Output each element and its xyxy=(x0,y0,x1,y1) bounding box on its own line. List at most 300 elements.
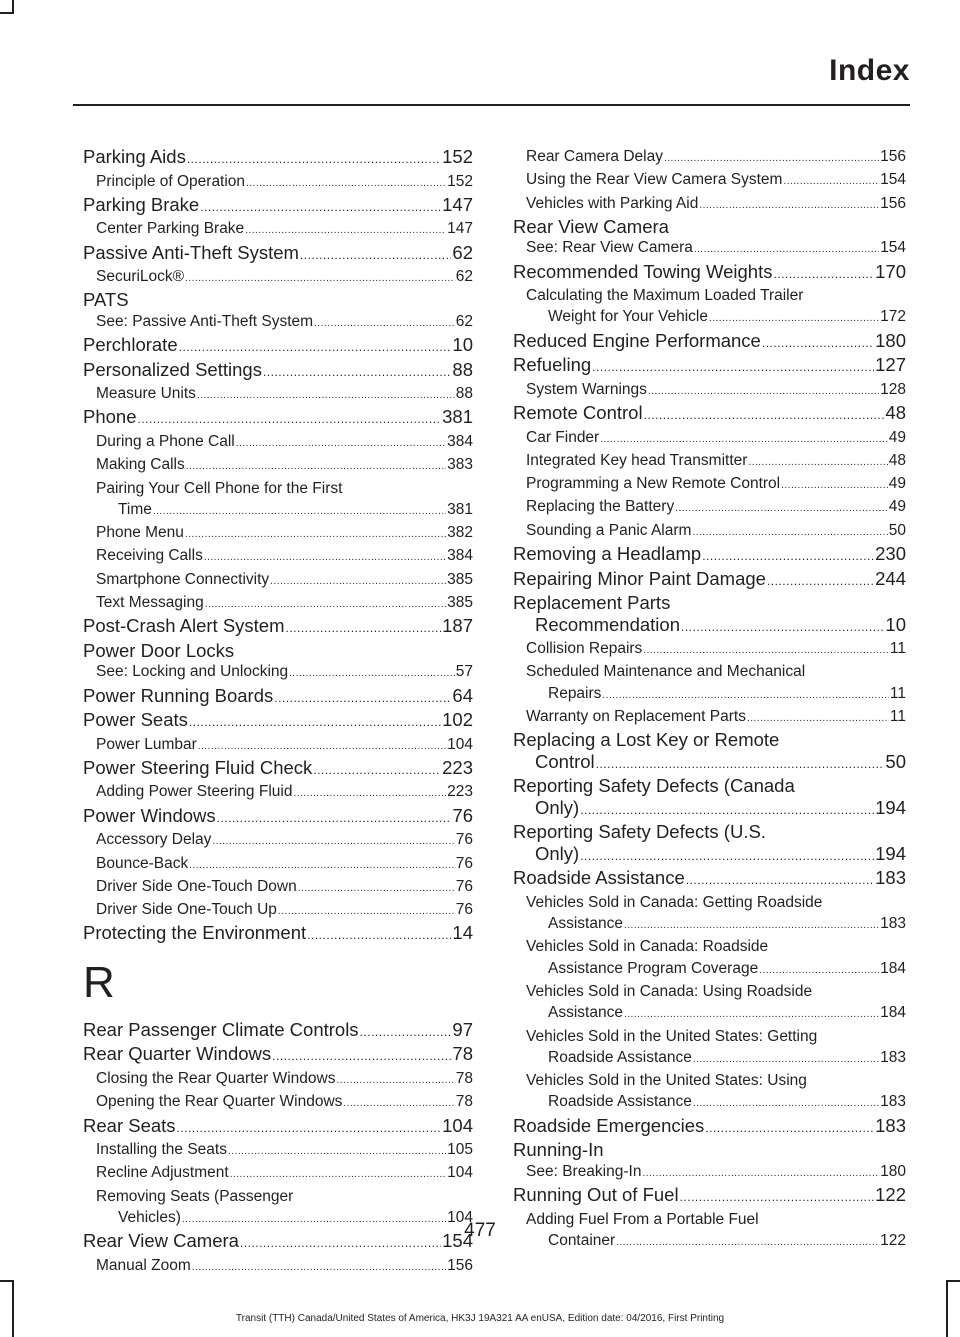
dot-leader xyxy=(212,829,454,852)
entry-text: Running Out of Fuel xyxy=(513,1184,679,1206)
page-reference: 183 xyxy=(880,1048,906,1066)
entry-text: Remote Control xyxy=(513,402,643,424)
dot-leader xyxy=(783,169,879,192)
entry-text: During a Phone Call xyxy=(96,432,235,450)
entry-text: Running-In xyxy=(513,1139,604,1161)
index-entry xyxy=(83,1019,473,1044)
dot-leader xyxy=(217,805,452,830)
entry-text: Replacing a Lost Key or Remote xyxy=(513,729,780,751)
index-subentry xyxy=(513,706,906,729)
dot-leader xyxy=(245,218,446,241)
index-subentry xyxy=(83,266,473,289)
dot-leader xyxy=(313,757,441,782)
index-entry xyxy=(83,922,473,947)
page-reference: 76 xyxy=(455,831,473,849)
entry-text: Measure Units xyxy=(96,385,196,403)
entry-text: Using the Rear View Camera System xyxy=(526,171,783,189)
entry-text: Car Finder xyxy=(526,428,600,446)
index-entry xyxy=(513,261,906,286)
index-subentry xyxy=(83,522,473,545)
crop-mark xyxy=(946,1280,960,1282)
index-entry xyxy=(83,615,473,640)
entry-text: Text Messaging xyxy=(96,594,204,612)
page-reference: 147 xyxy=(442,193,473,215)
dot-leader xyxy=(600,427,888,450)
entry-text: Making Calls xyxy=(96,456,185,474)
dot-leader xyxy=(643,638,889,661)
entry-text: Roadside Assistance xyxy=(548,1093,692,1111)
index-entry xyxy=(513,543,906,568)
index-subentry xyxy=(513,379,906,402)
page-reference: 156 xyxy=(880,148,906,165)
page-reference: 11 xyxy=(889,640,906,658)
page-reference: 156 xyxy=(880,194,906,212)
page-reference: 49 xyxy=(888,475,906,493)
index-entry xyxy=(513,729,906,775)
entry-text: Bounce-Back xyxy=(96,854,189,872)
dot-leader xyxy=(702,543,874,568)
entry-text: Perchlorate xyxy=(83,334,178,356)
entry-text: Replacing the Battery xyxy=(526,498,675,516)
index-entry xyxy=(83,406,473,431)
page-reference: 154 xyxy=(442,1230,473,1252)
page-reference: 104 xyxy=(447,1164,473,1182)
index-subentry xyxy=(83,478,473,523)
entry-text: SecuriLock® xyxy=(96,268,185,286)
index-subentry xyxy=(513,1070,906,1115)
page-reference: 183 xyxy=(875,1114,906,1136)
entry-text: See: Passive Anti-Theft System xyxy=(96,312,314,330)
dot-leader xyxy=(246,171,446,194)
dot-leader xyxy=(596,751,885,776)
entry-text: Sounding a Panic Alarm xyxy=(526,521,692,539)
page-reference: 385 xyxy=(447,594,473,612)
page-title: Index xyxy=(829,54,910,87)
entry-text: Opening the Rear Quarter Windows xyxy=(96,1093,343,1111)
entry-text: Removing a Headlamp xyxy=(513,543,702,565)
page-reference: 180 xyxy=(875,329,906,351)
entry-text: Accessory Delay xyxy=(96,831,212,849)
page-reference: 105 xyxy=(447,1141,473,1159)
page-reference: 104 xyxy=(447,735,473,753)
dot-leader xyxy=(680,1184,875,1209)
entry-text: Replacement Parts xyxy=(513,592,671,614)
entry-text: Installing the Seats xyxy=(96,1141,227,1159)
crop-mark xyxy=(12,0,14,14)
entry-text: Pairing Your Cell Phone for the First xyxy=(96,479,343,497)
dot-leader xyxy=(699,193,879,216)
page-reference: 10 xyxy=(885,613,906,635)
dot-leader xyxy=(230,1162,446,1185)
entry-text: Roadside Assistance xyxy=(548,1048,692,1066)
dot-leader xyxy=(644,402,885,427)
dot-leader xyxy=(762,330,874,355)
entry-text: Power Windows xyxy=(83,804,216,826)
index-subentry xyxy=(513,520,906,543)
index-entry xyxy=(513,775,906,821)
entry-text: Power Door Locks xyxy=(83,639,235,661)
index-subentry xyxy=(83,876,473,899)
dot-leader xyxy=(694,237,879,260)
entry-text: Assistance xyxy=(548,1004,623,1022)
index-subentry xyxy=(513,661,906,706)
entry-text: Vehicles with Parking Aid xyxy=(526,194,699,212)
page-reference: 183 xyxy=(880,1093,906,1111)
entry-text: Integrated Key head Transmitter xyxy=(526,451,748,469)
index-subentry xyxy=(83,1091,473,1114)
index-subentry xyxy=(513,1026,906,1071)
page-reference: 127 xyxy=(875,354,906,376)
entry-text: Manual Zoom xyxy=(96,1256,191,1274)
index-entry xyxy=(83,685,473,710)
index-entry xyxy=(513,1115,906,1140)
entry-text: Vehicles Sold in Canada: Getting Roadside xyxy=(526,893,823,911)
index-subentry xyxy=(83,829,473,852)
page-reference: 194 xyxy=(875,842,906,864)
dot-leader xyxy=(198,734,446,757)
entry-text: Roadside Assistance xyxy=(513,867,685,889)
page-reference: 223 xyxy=(447,783,473,801)
page-reference: 156 xyxy=(447,1256,473,1274)
dot-leader xyxy=(286,615,442,640)
index-subentry xyxy=(513,638,906,661)
header-divider xyxy=(73,104,910,106)
dot-leader xyxy=(204,545,446,568)
entry-text: Assistance Program Coverage xyxy=(548,959,759,977)
page-reference: 128 xyxy=(880,380,906,398)
dot-leader xyxy=(179,334,452,359)
entry-text: Programming a New Remote Control xyxy=(526,475,781,493)
page-reference: 187 xyxy=(442,615,473,637)
index-entry xyxy=(83,194,473,219)
index-subentry xyxy=(513,193,906,216)
dot-leader xyxy=(289,661,455,684)
page-reference: 76 xyxy=(455,877,473,895)
entry-text: Reporting Safety Defects (Canada xyxy=(513,775,795,797)
index-entry xyxy=(513,592,906,638)
page-reference: 170 xyxy=(875,260,906,282)
dot-leader xyxy=(205,592,446,615)
entry-text: Removing Seats (Passenger xyxy=(96,1187,294,1205)
dot-leader xyxy=(278,899,455,922)
index-subentry xyxy=(83,1255,473,1278)
index-subentry xyxy=(83,383,473,406)
page-reference: 76 xyxy=(452,804,473,826)
page-reference: 381 xyxy=(447,500,473,518)
index-subentry xyxy=(513,473,906,496)
index-entry xyxy=(513,1139,906,1161)
dot-leader xyxy=(298,876,455,899)
entry-text: Rear Seats xyxy=(83,1114,176,1136)
entry-text: Only) xyxy=(535,796,580,818)
entry-text: Weight for Your Vehicle xyxy=(548,308,708,326)
page-reference: 122 xyxy=(875,1184,906,1206)
entry-text: Refueling xyxy=(513,354,592,376)
entry-text: Only) xyxy=(535,842,580,864)
index-subentry xyxy=(83,454,473,477)
entry-text: See: Locking and Unlocking xyxy=(96,663,289,681)
index-entry xyxy=(83,709,473,734)
dot-leader xyxy=(270,569,446,592)
dot-leader xyxy=(360,1019,452,1044)
page-reference: 49 xyxy=(888,428,906,446)
index-entry xyxy=(83,359,473,384)
index-subentry xyxy=(83,569,473,592)
page-reference: 48 xyxy=(885,402,906,424)
index-subentry xyxy=(83,311,473,334)
page-reference: 184 xyxy=(880,1004,906,1022)
entry-text: Parking Aids xyxy=(83,146,186,167)
page-reference: 180 xyxy=(880,1162,906,1180)
page-reference: 78 xyxy=(452,1043,473,1065)
index-entry xyxy=(513,568,906,593)
dot-leader xyxy=(138,406,442,431)
dot-leader xyxy=(693,1047,879,1070)
dot-leader xyxy=(272,1043,451,1068)
dot-leader xyxy=(314,311,455,334)
index-subentry xyxy=(513,237,906,260)
page-reference: 76 xyxy=(455,901,473,919)
footer-text: Transit (TTH) Canada/United States of America, HK3J 19A321 AA enUSA, Edition date: 04/2016, First Printing xyxy=(235,1313,725,1324)
dot-leader xyxy=(200,194,441,219)
entry-text: Vehicles Sold in Canada: Using Roadside xyxy=(526,982,813,1000)
entry-text: Phone Menu xyxy=(96,524,184,542)
dot-leader xyxy=(773,261,874,286)
dot-leader xyxy=(592,354,874,379)
entry-text: Principle of Operation xyxy=(96,172,246,190)
page-reference: 57 xyxy=(455,663,473,681)
page-reference: 384 xyxy=(447,432,473,450)
dot-leader xyxy=(705,1115,874,1140)
dot-leader xyxy=(781,473,888,496)
page-reference: 383 xyxy=(447,456,473,474)
dot-leader xyxy=(602,683,888,706)
entry-text: Calculating the Maximum Loaded Trailer xyxy=(526,287,804,305)
entry-text: Closing the Rear Quarter Windows xyxy=(96,1069,336,1087)
entry-text: Rear Camera Delay xyxy=(526,148,663,165)
page-reference: 385 xyxy=(447,570,473,588)
entry-text: Recommendation xyxy=(535,613,680,635)
page-reference: 384 xyxy=(447,547,473,565)
page-reference: 62 xyxy=(455,312,473,330)
page-reference: 104 xyxy=(442,1114,473,1136)
dot-leader xyxy=(187,146,441,171)
dot-leader xyxy=(580,797,874,822)
dot-leader xyxy=(307,922,451,947)
entry-text: Container xyxy=(548,1231,616,1249)
entry-text: Recline Adjustment xyxy=(96,1164,229,1182)
index-subentry xyxy=(83,853,473,876)
entry-text: Passive Anti-Theft System xyxy=(83,241,299,263)
entry-text: Personalized Settings xyxy=(83,358,262,380)
index-entry xyxy=(513,402,906,427)
dot-leader xyxy=(642,1161,879,1184)
index-subentry xyxy=(513,1161,906,1184)
entry-text: Collision Repairs xyxy=(526,640,643,658)
entry-text: PATS xyxy=(83,289,129,311)
entry-text: See: Rear View Camera xyxy=(526,239,693,257)
page-reference: 50 xyxy=(888,521,906,539)
entry-text: Post-Crash Alert System xyxy=(83,615,285,637)
dot-leader xyxy=(692,520,887,543)
index-subentry xyxy=(83,661,473,684)
entry-text: Assistance xyxy=(548,915,623,933)
index-subentry xyxy=(83,781,473,804)
entry-text: Parking Brake xyxy=(83,193,200,215)
page-reference: 381 xyxy=(442,406,473,428)
page-reference: 97 xyxy=(452,1018,473,1040)
dot-leader xyxy=(153,499,446,522)
dot-leader xyxy=(580,843,874,868)
entry-text: Rear Quarter Windows xyxy=(83,1043,272,1065)
index-entry xyxy=(513,354,906,379)
index-entry xyxy=(83,289,473,311)
index-subentry xyxy=(83,1068,473,1091)
dot-leader xyxy=(748,450,887,473)
index-entry xyxy=(513,867,906,892)
entry-text: Power Running Boards xyxy=(83,684,274,706)
entry-text: Receiving Calls xyxy=(96,547,203,565)
dot-leader xyxy=(767,568,874,593)
index-entry xyxy=(513,330,906,355)
index-column-left xyxy=(83,146,473,1278)
entry-text: Driver Side One-Touch Down xyxy=(96,877,297,895)
index-subentry xyxy=(513,146,906,169)
entry-text: Reporting Safety Defects (U.S. xyxy=(513,821,766,843)
page-reference: 88 xyxy=(455,385,473,403)
dot-leader xyxy=(686,867,874,892)
index-subentry xyxy=(513,936,906,981)
page-reference: 62 xyxy=(455,268,473,286)
entry-text: Time xyxy=(118,500,152,518)
entry-text: Adding Fuel From a Portable Fuel xyxy=(526,1210,759,1228)
entry-text: Warranty on Replacement Parts xyxy=(526,707,746,725)
entry-text: Vehicles Sold in the United States: Getting xyxy=(526,1027,818,1045)
entry-text: Driver Side One-Touch Up xyxy=(96,901,277,919)
dot-leader xyxy=(186,454,446,477)
dot-leader xyxy=(263,359,451,384)
index-subentry xyxy=(513,285,906,330)
page-reference: 172 xyxy=(880,308,906,326)
page-reference: 223 xyxy=(442,756,473,778)
index-subentry xyxy=(513,450,906,473)
page-reference: 49 xyxy=(888,498,906,516)
index-entry xyxy=(83,146,473,171)
page-reference: 154 xyxy=(880,171,906,189)
entry-text: See: Breaking-In xyxy=(526,1162,642,1180)
index-entry xyxy=(83,1115,473,1140)
dot-leader xyxy=(185,522,446,545)
index-entry xyxy=(83,242,473,267)
entry-text: Scheduled Maintenance and Mechanical xyxy=(526,663,806,681)
dot-leader xyxy=(709,306,879,329)
page-reference: 102 xyxy=(442,709,473,731)
index-entry xyxy=(513,821,906,867)
entry-text: Center Parking Brake xyxy=(96,220,245,238)
index-subentry xyxy=(83,171,473,194)
dot-leader xyxy=(343,1091,454,1114)
page-reference: 11 xyxy=(889,684,906,702)
index-entry xyxy=(83,640,473,662)
entry-text: Adding Power Steering Fluid xyxy=(96,783,293,801)
page-reference: 154 xyxy=(880,239,906,257)
page-reference: 147 xyxy=(447,220,473,238)
dot-leader xyxy=(624,913,879,936)
entry-text: Power Steering Fluid Check xyxy=(83,756,313,778)
index-subentry xyxy=(513,496,906,519)
index-entry xyxy=(83,757,473,782)
entry-text: Recommended Towing Weights xyxy=(513,260,773,282)
page-reference: 88 xyxy=(452,358,473,380)
dot-leader xyxy=(664,146,879,169)
entry-text: Vehicles Sold in the United States: Using xyxy=(526,1072,807,1090)
entry-text: Protecting the Environment xyxy=(83,922,307,944)
crop-mark xyxy=(12,1280,14,1337)
index-subentry xyxy=(83,545,473,568)
entry-text: Power Seats xyxy=(83,709,188,731)
page-reference: 244 xyxy=(875,567,906,589)
page-reference: 152 xyxy=(442,146,473,167)
page-reference: 184 xyxy=(880,959,906,977)
index-subentry xyxy=(513,427,906,450)
index-subentry xyxy=(513,892,906,937)
page-reference: 104 xyxy=(447,1208,473,1226)
dot-leader xyxy=(681,614,884,639)
dot-leader xyxy=(648,379,879,402)
index-entry xyxy=(513,1184,906,1209)
crop-mark xyxy=(946,1280,948,1337)
page-reference: 183 xyxy=(880,915,906,933)
index-subentry xyxy=(513,981,906,1026)
page-reference: 11 xyxy=(889,707,906,725)
entry-text: Repairs xyxy=(548,684,602,702)
dot-leader xyxy=(189,709,441,734)
entry-text: Roadside Emergencies xyxy=(513,1114,705,1136)
entry-text: Rear Passenger Climate Controls xyxy=(83,1018,359,1040)
entry-text: Vehicles Sold in Canada: Roadside xyxy=(526,938,769,956)
entry-text: Control xyxy=(535,750,595,772)
entry-text: Repairing Minor Paint Damage xyxy=(513,567,766,589)
index-subentry xyxy=(83,1139,473,1162)
dot-leader xyxy=(197,383,455,406)
entry-text: Smartphone Connectivity xyxy=(96,570,270,588)
dot-leader xyxy=(693,1091,879,1114)
dot-leader xyxy=(624,1002,879,1025)
entry-text: Rear View Camera xyxy=(513,215,669,237)
index-subentry xyxy=(83,431,473,454)
page-reference: 50 xyxy=(885,750,906,772)
dot-leader xyxy=(177,1115,442,1140)
index-subentry xyxy=(83,1162,473,1185)
page-reference: 62 xyxy=(452,241,473,263)
index-subentry xyxy=(513,169,906,192)
page-reference: 230 xyxy=(875,543,906,565)
dot-leader xyxy=(192,1255,446,1278)
page-reference: 14 xyxy=(452,922,473,944)
page-reference: 78 xyxy=(455,1069,473,1087)
page-reference: 382 xyxy=(447,524,473,542)
dot-leader xyxy=(337,1068,455,1091)
dot-leader xyxy=(236,431,446,454)
index-entry xyxy=(513,216,906,238)
dot-leader xyxy=(300,242,452,267)
page-reference: 64 xyxy=(452,684,473,706)
page-reference: 78 xyxy=(455,1093,473,1111)
page-reference: 183 xyxy=(875,867,906,889)
index-subentry xyxy=(83,734,473,757)
page-number: 477 xyxy=(464,1220,496,1241)
dot-leader xyxy=(274,685,451,710)
